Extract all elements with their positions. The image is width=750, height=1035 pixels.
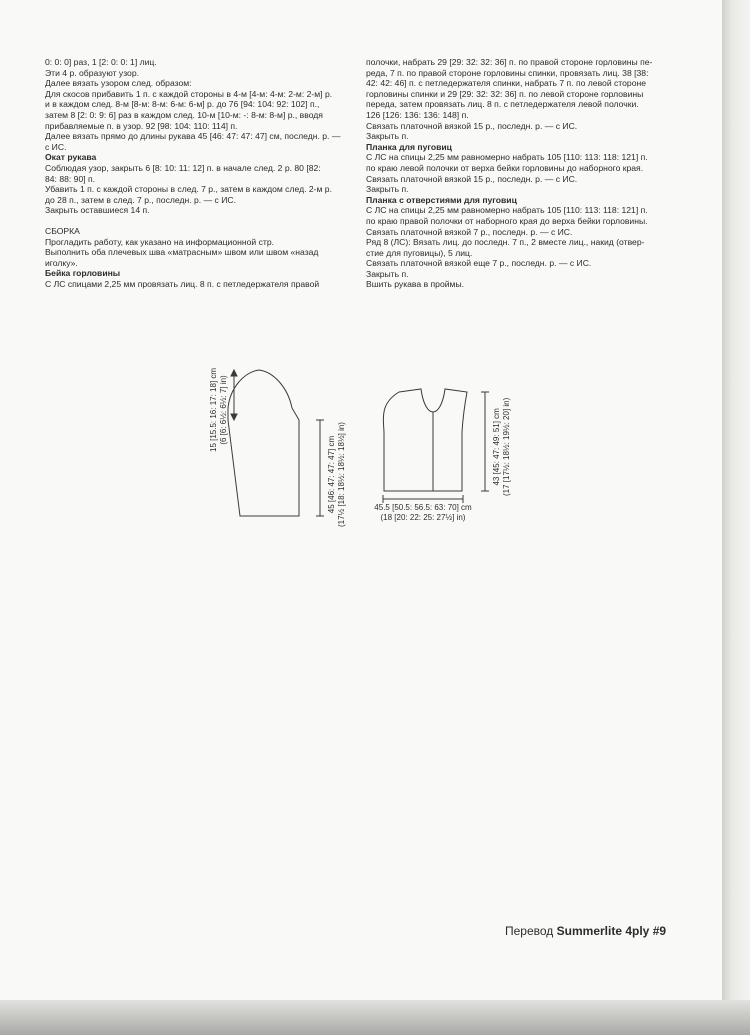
text-line: Вшить рукава в проймы. — [366, 279, 465, 290]
body-width-label: 45.5 [50.5: 56.5: 63: 70] cm (18 [20: 22: 25: 27½] in) — [374, 503, 472, 522]
text-line: 84: 88: 90] п. — [45, 173, 96, 184]
text-line: Закрыть п. — [366, 131, 409, 142]
text-line: по краю правой полочки от наборного края до верха бейки горловины. — [366, 215, 648, 226]
text-line: Связать платочной вязкой 15 р., последн. р. — с ИС. — [366, 173, 578, 184]
text-line: Соблюдая узор, закрыть 6 [8: 10: 11: 12] п. в начале след. 2 р. 80 [82: — [45, 162, 321, 173]
text-line: переда, затем провязать лиц. 8 п. с петледержателя левой полочки. — [366, 99, 639, 110]
text-line: иголку». — [45, 257, 78, 268]
text-line: прибавляемые п. в узор. 92 [98: 104: 110: 114] п. — [45, 120, 238, 131]
body-length-label: 43 [45: 47: 49: 51] cm (17 [17½: 18½: 19½: 20] in) — [492, 397, 511, 496]
text-line: по краю левой полочки от верха бейки горловины до наборного края. — [366, 162, 644, 173]
text-line: и в каждом след. 8-м [8-м: 8-м: 6-м: 6-м] р. до 76 [94: 104: 92: 102] п., — [45, 99, 320, 110]
text-line: Выполнить оба плечевых шва «матрасным» швом или швом «назад — [45, 247, 319, 258]
text-line: Далее вязать узором след. образом: — [45, 78, 192, 89]
text-line: С ЛС на спицы 2,25 мм равномерно набрать 105 [110: 113: 118: 121] п. — [366, 205, 648, 216]
text-line: с ИС. — [45, 141, 67, 152]
text-line: Убавить 1 п. с каждой стороны в след. 7 р., затем в каждом след. 2-м р. — [45, 184, 332, 195]
text-line: горловины спинки и 29 [29: 32: 32: 36] п. по левой стороне горловины — [366, 88, 644, 99]
text-line: полочки, набрать 29 [29: 32: 32: 36] п. по правой стороне горловины пе- — [366, 57, 653, 67]
text-line: Прогладить работу, как указано на информационной стр. — [45, 236, 274, 247]
text-line: Связать платочной вязкой 7 р., последн. р. — с ИС. — [366, 226, 573, 237]
text-line: Планка для пуговиц — [366, 141, 452, 152]
text-line: 0: 0: 0] раз, 1 [2: 0: 0: 1] лиц. — [45, 57, 157, 67]
text-line: до 28 п., затем в след. 7 р., последн. р. — с ИС. — [45, 194, 237, 205]
text-line: Эти 4 р. образуют узор. — [45, 67, 139, 78]
footer-prefix: Перевод — [505, 924, 557, 938]
text-line: Закрыть п. — [366, 268, 409, 279]
page-number: #9 — [652, 924, 667, 938]
text-line: Далее вязать прямо до длины рукава 45 [46: 47: 47: 47] см, последн. р. — — [45, 131, 341, 142]
text-line: С ЛС на спицы 2,25 мм равномерно набрать 105 [110: 113: 118: 121] п. — [366, 152, 648, 163]
text-line: СБОРКА — [45, 225, 80, 236]
text-line: стие для пуговицы), 5 лиц. — [366, 247, 473, 258]
text-line: Окат рукава — [45, 152, 97, 163]
text-line: Ряд 8 (ЛС): Вязать лиц. до последн. 7 п., 2 вместе лиц., накид (отвер- — [366, 237, 645, 248]
text-line: Закрыть п. — [366, 184, 409, 195]
text-line: Бейка горловины — [45, 268, 121, 279]
text-line: 126 [126: 136: 136: 148] п. — [366, 109, 469, 120]
footer-title: Summerlite 4ply — [556, 924, 650, 938]
text-line: затем 8 [2: 0: 9: 6] раз в каждом след. 10-м [10-м: -: 8-м: 8-м] р., вводя — [45, 109, 323, 120]
sleeve-length-label: 45 [46: 47: 47: 47] cm (17½ [18: 18½: 18½: 18½] in) — [327, 422, 346, 527]
text-line: реда, 7 п. по правой стороне горловины спинки, провязать лиц. 38 [38: — [366, 67, 649, 78]
text-line: Для скосов прибавить 1 п. с каждой стороны в 4-м [4-м: 4-м: 2-м: 2-м] р. — [45, 88, 333, 99]
text-line: 42: 42: 46] п. с петледержателя спинки, набрать 7 п. по левой стороне — [366, 78, 647, 89]
page-footer — [505, 924, 666, 938]
text-line: Связать платочной вязкой 15 р., последн. р. — с ИС. — [366, 120, 578, 131]
text-line: С ЛС спицами 2,25 мм провязать лиц. 8 п. с петледержателя правой — [45, 278, 320, 289]
text-line: Закрыть оставшиеся 14 п. — [45, 205, 150, 216]
text-line: Связать платочной вязкой еще 7 р., последн. р. — с ИС. — [366, 258, 592, 269]
sleeve-outline — [228, 370, 299, 516]
sleeve-cap-label: 15 [15.5: 16: 17: 18] cm (6 [6: 6½: 6½: 7] in) — [209, 367, 228, 452]
text-line: Планка с отверстиями для пуговиц — [366, 194, 517, 205]
body-outline — [383, 389, 467, 491]
